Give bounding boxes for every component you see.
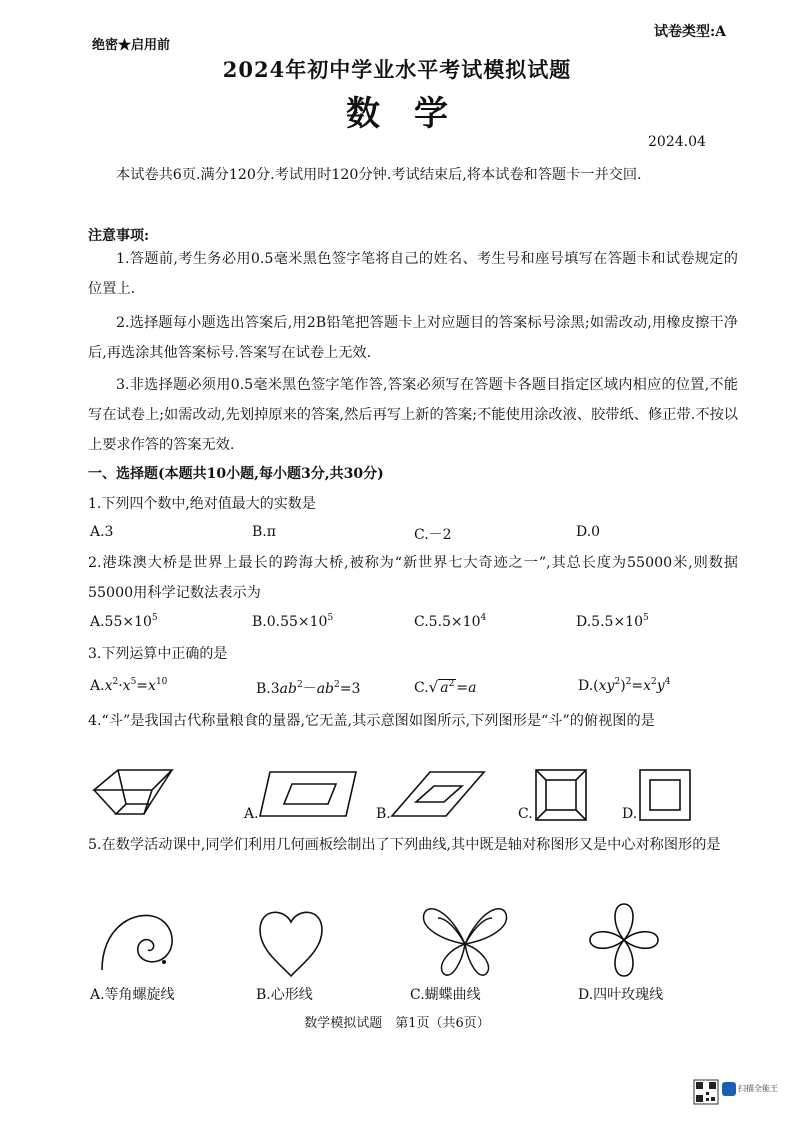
scanner-watermark: 扫描全能王 <box>738 1084 778 1093</box>
q1-option-d: D.0 <box>576 524 601 540</box>
q5-option-c: C.蝴蝶曲线 <box>410 987 481 1003</box>
q2-option-d: $D.5.5\times 10^5$ <box>576 613 649 630</box>
q4-option-c-label: C. <box>518 806 533 822</box>
q1-option-b: B.π <box>252 524 276 540</box>
q2-option-a: $A.55\times 10^5$ <box>90 613 158 630</box>
q4-option-a-label: A. <box>244 806 259 822</box>
page-footer: 数学模拟试题 第1页（共6页） <box>304 1016 490 1031</box>
q1-stem: 1.下列四个数中,绝对值最大的实数是 <box>88 496 316 512</box>
butterfly-curve <box>420 900 510 980</box>
q5-option-a: A.等角螺旋线 <box>90 987 175 1003</box>
q4-option-d-figure <box>638 768 694 824</box>
four-leaf-rose-curve <box>588 900 660 980</box>
heart-curve <box>258 906 324 978</box>
q4-option-a-figure <box>258 770 358 820</box>
section-1-heading: 一、选择题(本题共10小题,每小题3分,共30分) <box>88 466 384 482</box>
q4-option-b-figure <box>390 770 486 820</box>
q3-option-d: $D.(xy^2)^2=x^2y^4$ <box>578 677 671 694</box>
q2-option-b: $B.0.55\times 10^5$ <box>252 613 334 630</box>
q3-option-b: $B.3ab^2-ab^2=3$ <box>256 680 361 697</box>
q1-option-c: C.－2 <box>414 527 452 543</box>
notice-item-2: 2.选择题每小题选出答案后,用2B铅笔把答题卡上对应题目的答案标号涂黑;如需改动,用橡皮擦干净后,再选涂其他答案标号.答案写在试卷上无效. <box>88 315 738 361</box>
paper-type: 试卷类型:A <box>654 24 727 40</box>
q3-stem: 3.下列运算中正确的是 <box>88 646 228 662</box>
exam-date: 2024.04 <box>648 134 706 150</box>
secret-label: 绝密★启用前 <box>92 38 171 53</box>
dou-figure <box>92 768 174 824</box>
notice-item-3: 3.非选择题必须用0.5毫米黑色签字笔作答,答案必须写在答题卡各题目指定区域内相应的位置,不能写在试卷上;如需改动,先划掉原来的答案,然后再写上新的答案;不能使用涂改液、胶带纸、修正带.不按以上要求作答的答案无效. <box>88 377 738 453</box>
q4-option-b-label: B. <box>376 806 391 822</box>
notice-heading: 注意事项: <box>88 228 150 244</box>
q5-stem: 5.在数学活动课中,同学们利用几何画板绘制出了下列曲线,其中既是轴对称图形又是中心对称图形的是 <box>88 837 721 853</box>
qr-code-icon <box>694 1080 718 1104</box>
spiral-curve <box>100 910 180 974</box>
q4-option-c-figure <box>534 768 590 824</box>
q2-option-c: $C.5.5\times 10^4$ <box>414 613 487 630</box>
q3-option-a: $A.x^2\cdot x^5=x^{10}$ <box>90 677 168 694</box>
intro-text: 本试卷共6页.满分120分.考试用时120分钟.考试结束后,将本试卷和答题卡一并交回. <box>116 167 642 183</box>
q4-option-d-label: D. <box>622 806 638 822</box>
notice-item-1: 1.答题前,考生务必用0.5毫米黑色签字笔将自己的姓名、考生号和座号填写在答题卡和试卷规定的位置上. <box>88 251 738 297</box>
q3-option-c: C.√ $a^2 =a$ <box>414 678 477 696</box>
subject-title: 数 学 <box>346 94 448 134</box>
q2-stem: 2.港珠澳大桥是世界上最长的跨海大桥,被称为“新世界七大奇迹之一”,其总长度为55000米,则数据55000用科学记数法表示为 <box>88 555 738 601</box>
q1-option-a: A.3 <box>90 524 114 540</box>
scanner-logo-icon <box>722 1082 736 1096</box>
q4-stem: 4.“斗”是我国古代称量粮食的量器,它无盖,其示意图如图所示,下列图形是“斗”的俯视图的是 <box>88 713 655 729</box>
q5-option-d: D.四叶玫瑰线 <box>578 987 664 1003</box>
q5-option-b: B.心形线 <box>256 987 313 1003</box>
exam-title: 2024年初中学业水平考试模拟试题 <box>222 57 572 82</box>
